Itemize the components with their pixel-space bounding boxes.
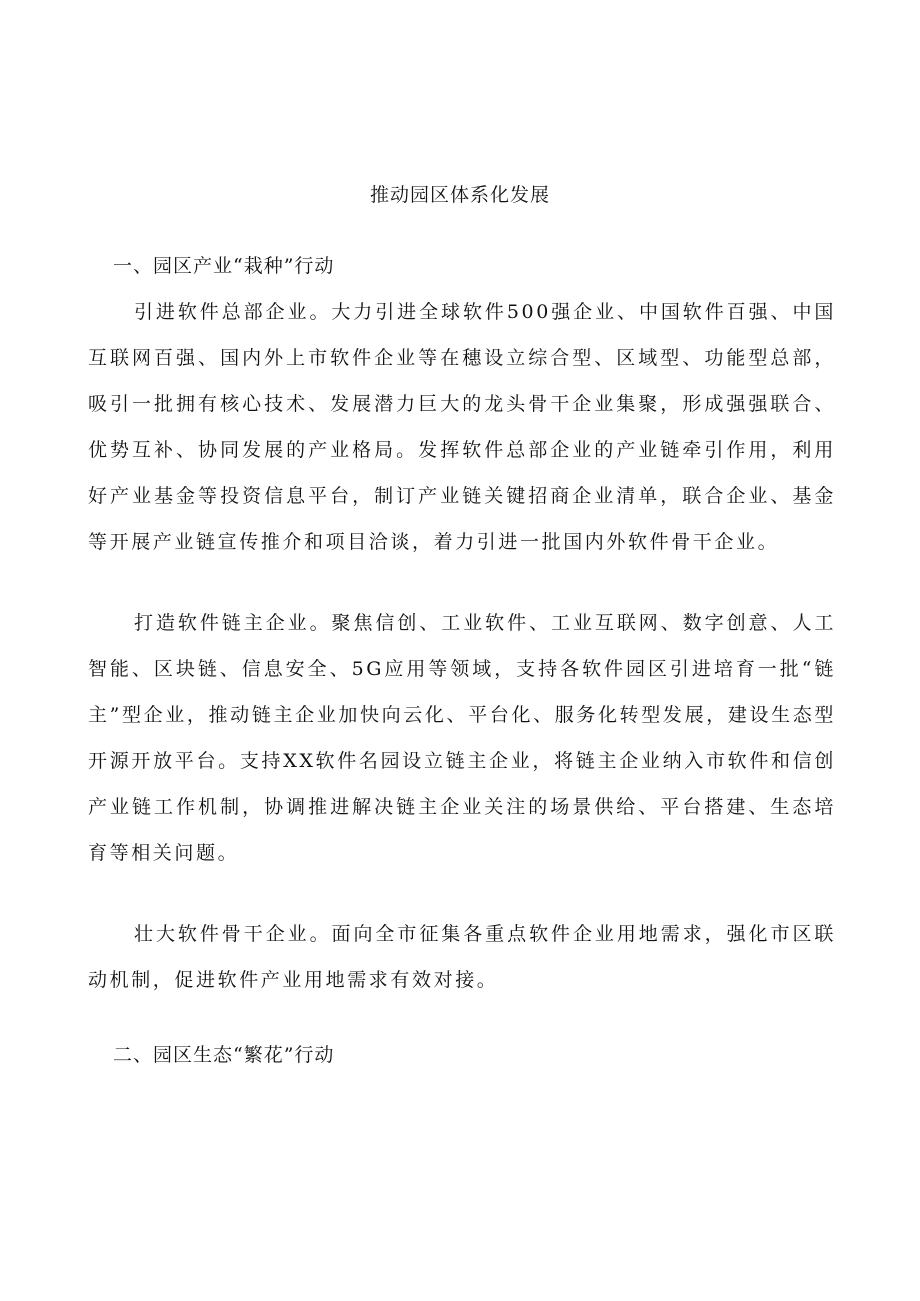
paragraph-chain-leaders: 打造软件链主企业。聚焦信创、工业软件、工业互联网、数字创意、人工智能、区块链、信息安全、5G应用等领域，支持各软件园区引进培育一批“链主”型企业，推动链主企业加快向云化、平台化、服务化转型发展，建设生态型开源开放平台。支持XX软件名园设立链主企业，将链主企业纳入市软件和信创产业链工作机制，协调推进解决链主企业关注的场景供给、平台搭建、生态培育等相关问题。 — [88, 612, 836, 864]
section-heading-1: 一、园区产业“栽种”行动 — [113, 255, 335, 277]
paragraph-backbone-enterprises: 壮大软件骨干企业。面向全市征集各重点软件企业用地需求，强化市区联动机制，促进软件产业用地需求有效对接。 — [88, 923, 836, 991]
paragraph-headquarters: 引进软件总部企业。大力引进全球软件500强企业、中国软件百强、中国互联网百强、国内外上市软件企业等在穗设立综合型、区域型、功能型总部，吸引一批拥有核心技术、发展潜力巨大的龙头骨干企业集聚，形成强强联合、优势互补、协同发展的产业格局。发挥软件总部企业的产业链牵引作用，利用好产业基金等投资信息平台，制订产业链关键招商企业清单，联合企业、基金等开展产业链宣传推介和项目洽谈，着力引进一批国内外软件骨干企业。 — [88, 301, 836, 553]
document-title: 推动园区体系化发展 — [369, 184, 550, 206]
section-heading-2: 二、园区生态“繁花”行动 — [113, 1044, 335, 1066]
